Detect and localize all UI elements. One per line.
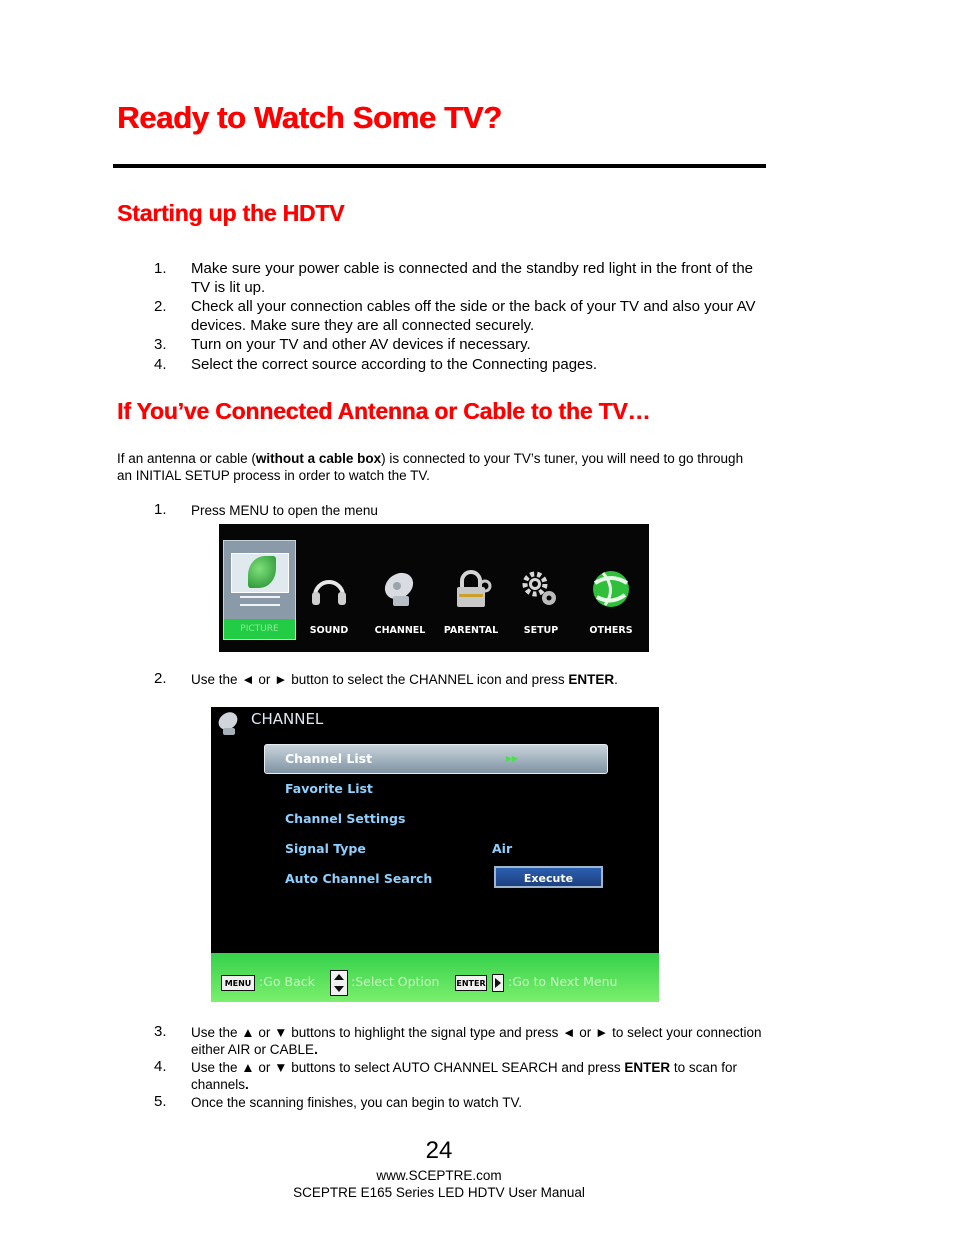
- menu-label-setup: SETUP: [523, 625, 559, 636]
- page-title: Ready to Watch Some TV?: [117, 100, 502, 135]
- enter-bold: ENTER: [624, 1060, 671, 1075]
- list-number: 5.: [154, 1093, 167, 1110]
- list-text: Check all your connection cables off the side or the back of your TV and also your AV devices. Make sure they are all connected securely.: [191, 298, 756, 334]
- list-text: Use the ◄ or ► button to select the CHANNEL icon and press ENTER.: [191, 672, 618, 687]
- double-arrow-icon: ▸▸: [506, 751, 519, 765]
- menu-item-others[interactable]: [576, 524, 646, 652]
- picture-menu-tile: [223, 540, 296, 640]
- menu-item-parental[interactable]: [436, 524, 506, 652]
- menu-row-channel-settings[interactable]: Channel Settings: [285, 811, 406, 826]
- list-number: 1.: [154, 501, 167, 518]
- list-text: Use the ▲ or ▼ buttons to highlight the signal type and press ◄ or ► to select your connection either AIR or CABLE.: [191, 1025, 762, 1057]
- list-number: 1.: [154, 260, 167, 277]
- lock-icon: [451, 568, 493, 610]
- enter-key-button: ENTER: [455, 975, 487, 991]
- intro-text: If an antenna or cable (: [117, 451, 256, 466]
- menu-label-sound: SOUND: [309, 625, 349, 636]
- main-menu-screenshot: [219, 524, 649, 652]
- next-menu-hint: :Go to Next Menu: [508, 974, 618, 989]
- intro-paragraph: [117, 450, 757, 484]
- menu-row-auto-channel-search[interactable]: Auto Channel Search: [285, 871, 433, 886]
- list-number: 3.: [154, 1023, 167, 1040]
- enter-bold: ENTER: [568, 672, 615, 687]
- headphones-icon: [310, 570, 348, 608]
- list-text: Make sure your power cable is connected and the standby red light in the front of the TV is lit up.: [191, 260, 754, 296]
- list-text: Turn on your TV and other AV devices if necessary.: [191, 336, 531, 353]
- section-heading-starting-up: Starting up the HDTV: [117, 200, 345, 226]
- list-text: Select the correct source according to the Connecting pages.: [191, 356, 598, 373]
- list-text: Press MENU to open the menu: [191, 503, 378, 518]
- page-number: 24: [425, 1137, 453, 1164]
- right-arrow-icon: [492, 974, 504, 992]
- list-text: Use the ▲ or ▼ buttons to select AUTO CHANNEL SEARCH and press ENTER to scan for channels.: [191, 1060, 737, 1092]
- list-number: 2.: [154, 298, 167, 315]
- select-option-hint: :Select Option: [351, 974, 440, 989]
- menu-item-setup[interactable]: [506, 524, 576, 652]
- menu-label-picture: PICTURE: [240, 624, 279, 634]
- signal-type-value: Air: [492, 841, 513, 856]
- menu-label-parental: PARENTAL: [443, 625, 499, 636]
- menu-row-favorite-list[interactable]: Favorite List: [285, 781, 373, 796]
- execute-button[interactable]: Execute: [494, 866, 603, 888]
- intro-text-rest: ) is connected to your TV’s tuner, you will need to go through an INITIAL SETUP process in order to watch the TV.: [117, 451, 744, 483]
- footer-website: www.SCEPTRE.com: [376, 1168, 502, 1183]
- globe-icon: [591, 569, 631, 609]
- list-number: 4.: [154, 1058, 167, 1075]
- menu-item-channel[interactable]: [365, 524, 435, 652]
- channel-menu-footer: [211, 953, 659, 1002]
- list-number: 2.: [154, 670, 167, 687]
- intro-bold: without a cable box: [255, 451, 382, 466]
- list-text: Once the scanning finishes, you can begin to watch TV.: [191, 1095, 522, 1110]
- up-down-arrow-icon: [330, 970, 348, 996]
- satellite-dish-icon: [214, 709, 242, 737]
- channel-menu-title: CHANNEL: [251, 710, 324, 728]
- menu-row-channel-list[interactable]: Channel List: [285, 751, 373, 766]
- list-number: 4.: [154, 356, 167, 373]
- satellite-dish-icon: [379, 568, 421, 610]
- menu-label-channel: CHANNEL: [374, 625, 426, 636]
- go-back-hint: :Go Back: [259, 974, 315, 989]
- section-heading-antenna-cable: If You’ve Connected Antenna or Cable to the TV…: [117, 398, 651, 424]
- menu-key-button: MENU: [221, 975, 255, 991]
- footer-manual-title: SCEPTRE E165 Series LED HDTV User Manual: [293, 1185, 585, 1200]
- title-divider: [113, 164, 766, 168]
- gears-icon: [520, 568, 562, 610]
- channel-menu-screenshot: [211, 707, 659, 1002]
- menu-label-others: OTHERS: [589, 625, 633, 636]
- menu-row-signal-type[interactable]: Signal Type: [285, 841, 366, 856]
- menu-item-sound[interactable]: [294, 524, 364, 652]
- list-number: 3.: [154, 336, 167, 353]
- picture-label-highlight: [224, 619, 295, 639]
